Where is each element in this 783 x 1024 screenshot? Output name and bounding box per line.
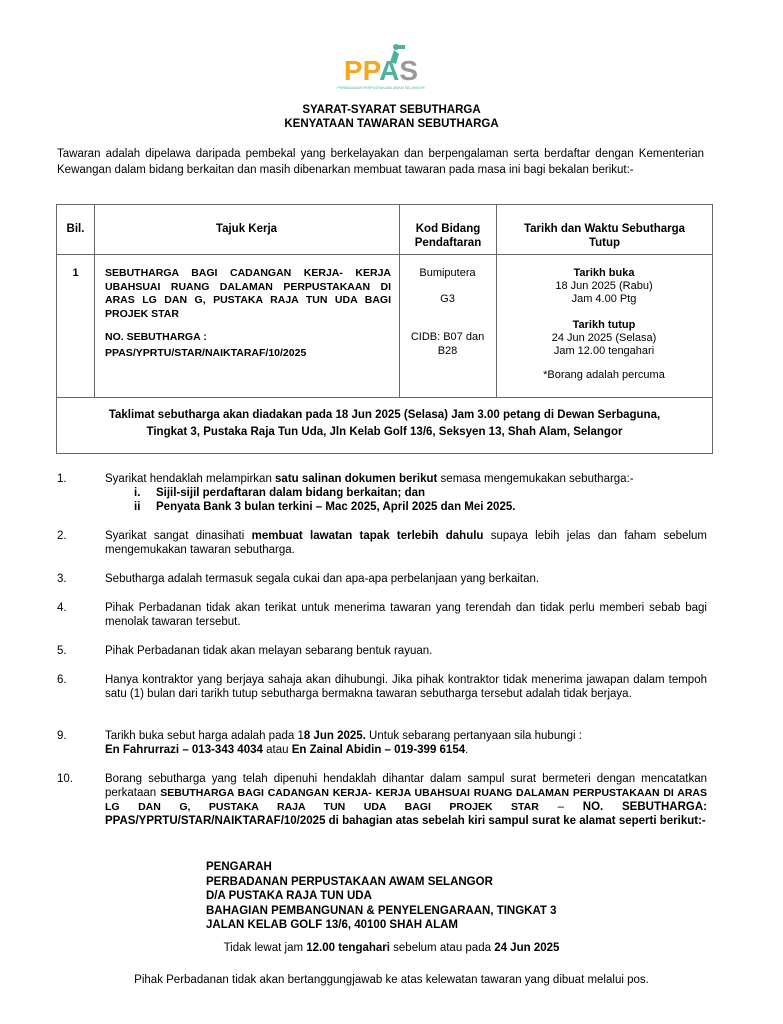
logo-figure-book: [398, 45, 405, 49]
submission-deadline: [0, 942, 783, 954]
final-disclaimer: Pihak Perbadanan tidak akan bertanggungjawab ke atas kelewatan tawaran yang dibuat melalui pos.: [134, 974, 649, 986]
condition-text: supaya lebih jelas dan faham sebelum mengemukakan tawaran sebutharga.: [105, 530, 707, 556]
condition-bold-text: 8 Jun 2025.: [303, 730, 366, 742]
condition-text: Syarikat sangat dinasihati: [105, 530, 252, 542]
condition-text: Borang sebutharga yang telah dipenuhi hendaklah dihantar dalam sampul surat bermeteri dengan mencatatkan perkataan: [105, 773, 707, 799]
condition-text: atau: [262, 744, 292, 756]
condition-bold-text: membuat lawatan tapak terlebih dahulu: [251, 530, 484, 542]
intro-paragraph: Tawaran adalah dipelawa daripada pembekal yang berkelayakan dan berpengalaman serta berdaftar dengan Kementerian Kewangan dalam bidang berkaitan dan masih dibenarkan membuat tawaran pada masa ini bagi bekalan berikut:-: [57, 148, 704, 176]
address-line-5: JALAN KELAB GOLF 13/6, 40100 SHAH ALAM: [206, 919, 458, 931]
condition-text: Hanya kontraktor yang berjaya sahaja akan dihubungi. Jika pihak kontraktor tidak menerima jawapan dalam tempoh satu (1) bulan dari tarikh tutup sebutharga bermakna tawaran sebutharga tersebut adalah tidak berjaya.: [105, 674, 707, 700]
condition-number: 3.: [57, 573, 67, 585]
condition-bold-text: SEBUTHARGA BAGI CADANGAN KERJA- KERJA UBAHSUAI RUANG DALAMAN PERPUSTAKAAN DI ARAS LG DAN G, PUSTAKA RAJA TUN UDA BAGI PROJEK STAR: [105, 787, 707, 813]
condition-text: semasa mengemukakan sebutharga:-: [437, 473, 634, 485]
sub-number: ii: [134, 501, 141, 513]
logo-tagline: PERBADANAN PERPUSTAKAAN AWAM SELANGOR: [337, 86, 425, 90]
header-tajuk: Tajuk Kerja: [215, 223, 278, 235]
contact-2: En Zainal Abidin – 019-399 6154: [291, 744, 466, 756]
condition-text: Tarikh buka sebut harga adalah pada 1: [105, 730, 304, 742]
condition-text: Sebutharga adalah termasuk segala cukai dan apa-apa perbelanjaan yang berkaitan.: [105, 573, 540, 585]
mailing-address: [206, 860, 557, 933]
deadline-text: sebelum atau pada: [389, 942, 495, 954]
row-tajuk: SEBUTHARGA BAGI CADANGAN KERJA- KERJA UBAHSUAI RUANG DALAMAN PERPUSTAKAAN DI ARAS LG DAN G, PUSTAKA RAJA TUN UDA BAGI PROJEK STAR: [105, 267, 391, 320]
deadline-text: Tidak lewat jam: [223, 942, 307, 954]
row-buka-label: Tarikh buka: [573, 267, 635, 279]
logo-letters: PPAS: [343, 55, 419, 86]
condition-number: 4.: [57, 602, 67, 614]
condition-text: .: [465, 744, 469, 756]
condition-text: Untuk sebarang pertanyaan sila hubungi :: [365, 730, 582, 742]
row-buka-date: 18 Jun 2025 (Rabu): [555, 280, 653, 292]
condition-number: 5.: [57, 645, 67, 657]
header-bil: Bil.: [66, 223, 85, 235]
row-buka-time: Jam 4.00 Ptg: [571, 293, 637, 305]
header-kod: Kod Bidang Pendaftaran: [414, 223, 482, 249]
row-no-label: NO. SEBUTHARGA :: [105, 331, 207, 343]
heading-line-2: KENYATAAN TAWARAN SEBUTHARGA: [284, 118, 499, 130]
condition-bold-text: satu salinan dokumen berikut: [275, 473, 438, 485]
row-tutup-date: 24 Jun 2025 (Selasa): [551, 332, 657, 344]
row-kod-cidb: CIDB: B07 dan B28: [410, 331, 485, 357]
condition-text: Pihak Perbadanan tidak akan terikat untuk menerima tawaran yang terendah dan tidak perlu memberi sebab bagi menolak tawaran tersebut.: [105, 602, 707, 628]
deadline-date: 24 Jun 2025: [494, 942, 560, 954]
taklimat-line-2: Tingkat 3, Pustaka Raja Tun Uda, Jln Kelab Golf 13/6, Seksyen 13, Shah Alam, Selangor: [146, 426, 623, 438]
contact-1: En Fahrurrazi – 013-343 4034: [105, 744, 263, 756]
condition-text: Pihak Perbadanan tidak akan melayan sebarang bentuk rayuan.: [105, 645, 433, 657]
condition-text: –: [538, 801, 583, 813]
address-line-2: PERBADANAN PERPUSTAKAAN AWAM SELANGOR: [206, 875, 493, 888]
condition-text: Syarikat hendaklah melampirkan: [105, 473, 276, 485]
condition-number: 2.: [57, 530, 67, 542]
row-kod-bumiputera: Bumiputera: [419, 267, 476, 279]
row-tutup-label: Tarikh tutup: [572, 319, 636, 331]
tender-table: [56, 204, 713, 454]
ppas-logo: [336, 42, 426, 94]
address-line-1: PENGARAH: [206, 861, 272, 873]
condition-number: 10.: [57, 773, 73, 785]
row-percuma-note: *Borang adalah percuma: [543, 369, 665, 381]
condition-number: 1.: [57, 473, 67, 485]
row-bil: 1: [72, 267, 79, 279]
table-row: [57, 254, 712, 398]
condition-1-sub-i: [134, 486, 425, 500]
row-no-value: PPAS/YPRTU/STAR/NAIKTARAF/10/2025: [105, 347, 307, 359]
address-line-3: D/A PUSTAKA RAJA TUN UDA: [206, 890, 372, 902]
deadline-time: 12.00 tengahari: [306, 942, 390, 954]
document-heading: [0, 103, 783, 131]
taklimat-line-1: Taklimat sebutharga akan diadakan pada 18 Jun 2025 (Selasa) Jam 3.00 petang di Dewan Serbaguna,: [108, 409, 661, 421]
taklimat-row: [57, 397, 712, 453]
heading-line-1: SYARAT-SYARAT SEBUTHARGA: [302, 104, 481, 116]
row-kod-g3: G3: [440, 293, 455, 305]
ppas-logo-graphic: [336, 42, 426, 94]
condition-number: 6.: [57, 674, 67, 686]
condition-1-sub-ii: [134, 500, 515, 514]
sub-text: Penyata Bank 3 bulan terkini – Mac 2025, April 2025 dan Mei 2025.: [156, 501, 516, 513]
header-tarikh: Tarikh dan Waktu Sebutharga Tutup: [523, 223, 686, 249]
address-line-4: BAHAGIAN PEMBANGUNAN & PENYELENGARAAN, TINGKAT 3: [206, 904, 557, 917]
row-tutup-time: Jam 12.00 tengahari: [553, 345, 655, 357]
table-header-row: [57, 205, 712, 255]
sub-text: Sijil-sijil perdaftaran dalam bidang berkaitan; dan: [156, 487, 426, 499]
condition-number: 9.: [57, 730, 67, 742]
condition-bold-text: NO. SEBUTHARGA: PPAS/YPRTU/STAR/NAIKTARAF/10/2025 di bahagian atas sebelah kiri sampul surat ke alamat seperti berikut:-: [105, 801, 707, 827]
sub-number: i.: [134, 487, 141, 499]
